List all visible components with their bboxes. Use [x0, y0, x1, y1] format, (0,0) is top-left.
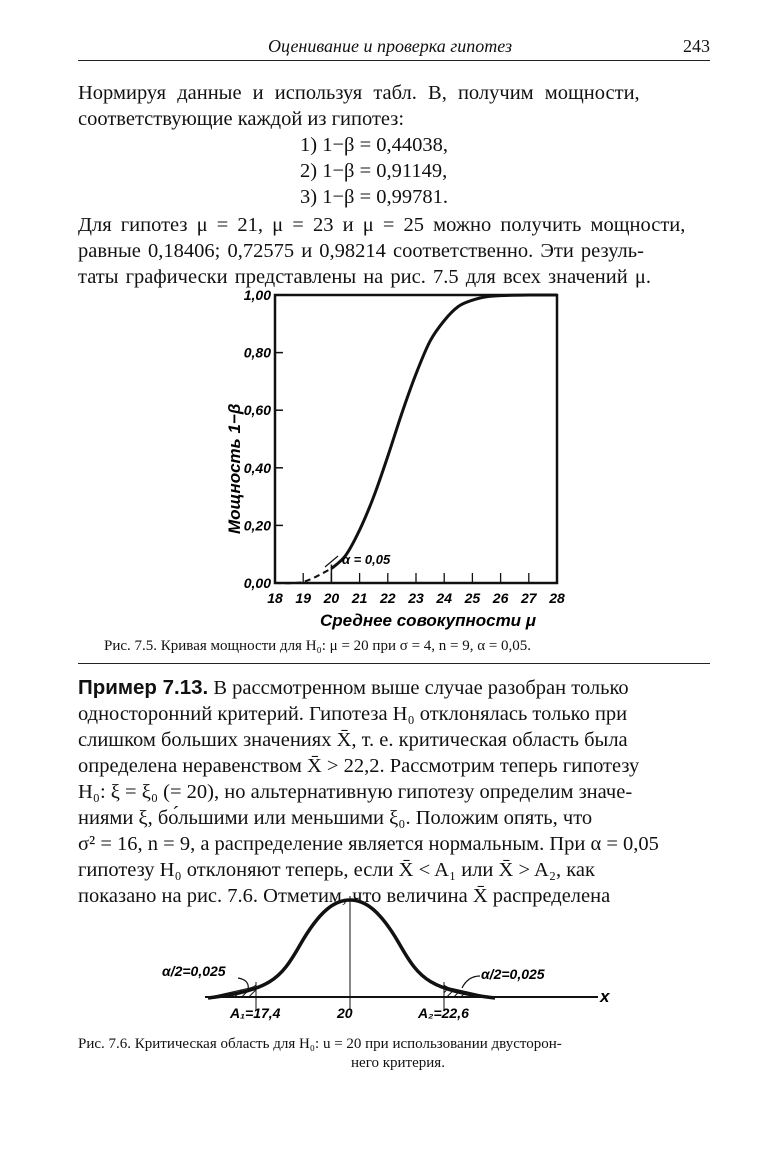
left-label-arrow: [238, 978, 248, 990]
figure-7-6-caption: [78, 1035, 718, 1073]
text-line: слишком больших значениях X̄, т. е. критическая область была: [78, 729, 628, 751]
text-line: ниями ξ, бо́льшими или меньшими ξ₀. Положим опять, что: [78, 807, 593, 829]
x-tick-label: 26: [492, 590, 509, 606]
x-tick-label: 21: [351, 590, 368, 606]
y-tick-label: 0,40: [243, 459, 271, 476]
center-label: 20: [337, 1005, 353, 1021]
page-number: 243: [683, 36, 710, 56]
y-axis-ticks: [244, 287, 283, 591]
paragraph-2: [78, 212, 718, 290]
critical-region-diagram: [150, 890, 630, 1030]
text-line: определена неравенством X̄ > 22,2. Рассмотрим теперь гипотезу: [78, 755, 640, 777]
alpha-label: α = 0,05: [342, 552, 391, 567]
running-head: [78, 36, 710, 61]
y-tick-label: 0,60: [243, 402, 271, 419]
text-line: гипотезу H₀ отклоняют теперь, если X̄ < A₁ или X̄ > A₂, как: [78, 859, 595, 881]
y-axis-label: Мощность 1−β: [225, 403, 244, 534]
plot-frame: [275, 295, 557, 583]
right-tail-label: α/2=0,025: [481, 966, 545, 982]
x-tick-label: 25: [464, 590, 481, 606]
x-axis-symbol: x: [600, 987, 610, 1006]
a1-label: A₁=17,4: [230, 1005, 281, 1021]
a2-label: A₂=22,6: [418, 1005, 469, 1021]
x-tick-label: 28: [549, 590, 565, 606]
power-list: [300, 132, 600, 210]
x-tick-label: 20: [323, 590, 340, 606]
right-label-arrow: [462, 976, 480, 988]
text-line: σ² = 16, n = 9, а распределение является нормальным. При α = 0,05: [78, 833, 659, 855]
y-tick-label: 0,20: [243, 517, 271, 534]
intro-paragraph: [78, 80, 710, 132]
example-paragraph: [78, 675, 712, 909]
x-tick-label: 19: [295, 590, 311, 606]
x-tick-label: 23: [408, 590, 424, 606]
text-line: соответствующие каждой из гипотез:: [78, 108, 405, 130]
text-line: Для гипотез μ = 21, μ = 23 и μ = 25 можно получить мощности,: [78, 214, 686, 236]
text-line: односторонний критерий. Гипотеза H₀ отклонялась только при: [78, 703, 628, 725]
text-line: Нормируя данные и используя табл. В, получим мощности,: [78, 82, 640, 104]
caption-line: него критерия.: [351, 1055, 445, 1071]
x-axis-ticks: [267, 573, 565, 606]
text-line: показано на рис. 7.6. Отметим, что величина X̄ распределена: [78, 885, 611, 907]
power-item: 2) 1−β = 0,91149,: [300, 160, 448, 182]
power-curve-line: [331, 295, 557, 569]
x-tick-label: 18: [267, 590, 283, 606]
power-item: 1) 1−β = 0,44038,: [300, 134, 449, 156]
example-first-line: В рассмотренном выше случае разобран только: [208, 677, 629, 699]
left-tail-label: α/2=0,025: [162, 963, 226, 979]
power-curve-chart: [200, 284, 600, 634]
figure-7-5-caption: Рис. 7.5. Кривая мощности для H₀: μ = 20 при σ = 4, n = 9, α = 0,05.: [104, 638, 532, 654]
y-tick-label: 1,00: [243, 287, 271, 303]
section-rule: [78, 663, 710, 664]
y-tick-label: 0,80: [243, 344, 271, 361]
normal-curve: [208, 900, 495, 998]
running-title: Оценивание и проверка гипотез: [268, 36, 513, 56]
x-axis-label: Среднее совокупности μ: [320, 611, 537, 630]
power-item: 3) 1−β = 0,99781.: [300, 186, 449, 208]
caption-line: Рис. 7.6. Критическая область для H₀: u = 20 при использовании двусторон-: [78, 1036, 562, 1052]
text-line: равные 0,18406; 0,72575 и 0,98214 соответственно. Эти резуль-: [78, 240, 644, 262]
y-tick-label: 0,00: [243, 575, 271, 591]
text-line: таты графически представлены на рис. 7.5 для всех значений μ.: [78, 266, 651, 288]
x-tick-label: 24: [436, 590, 452, 606]
text-line: H₀: ξ = ξ₀ (= 20), но альтернативную гипотезу определим значе-: [78, 781, 633, 803]
x-tick-label: 22: [380, 590, 396, 606]
example-label: Пример 7.13.: [78, 676, 209, 699]
text-line: [78, 675, 712, 701]
x-tick-label: 27: [521, 590, 537, 606]
